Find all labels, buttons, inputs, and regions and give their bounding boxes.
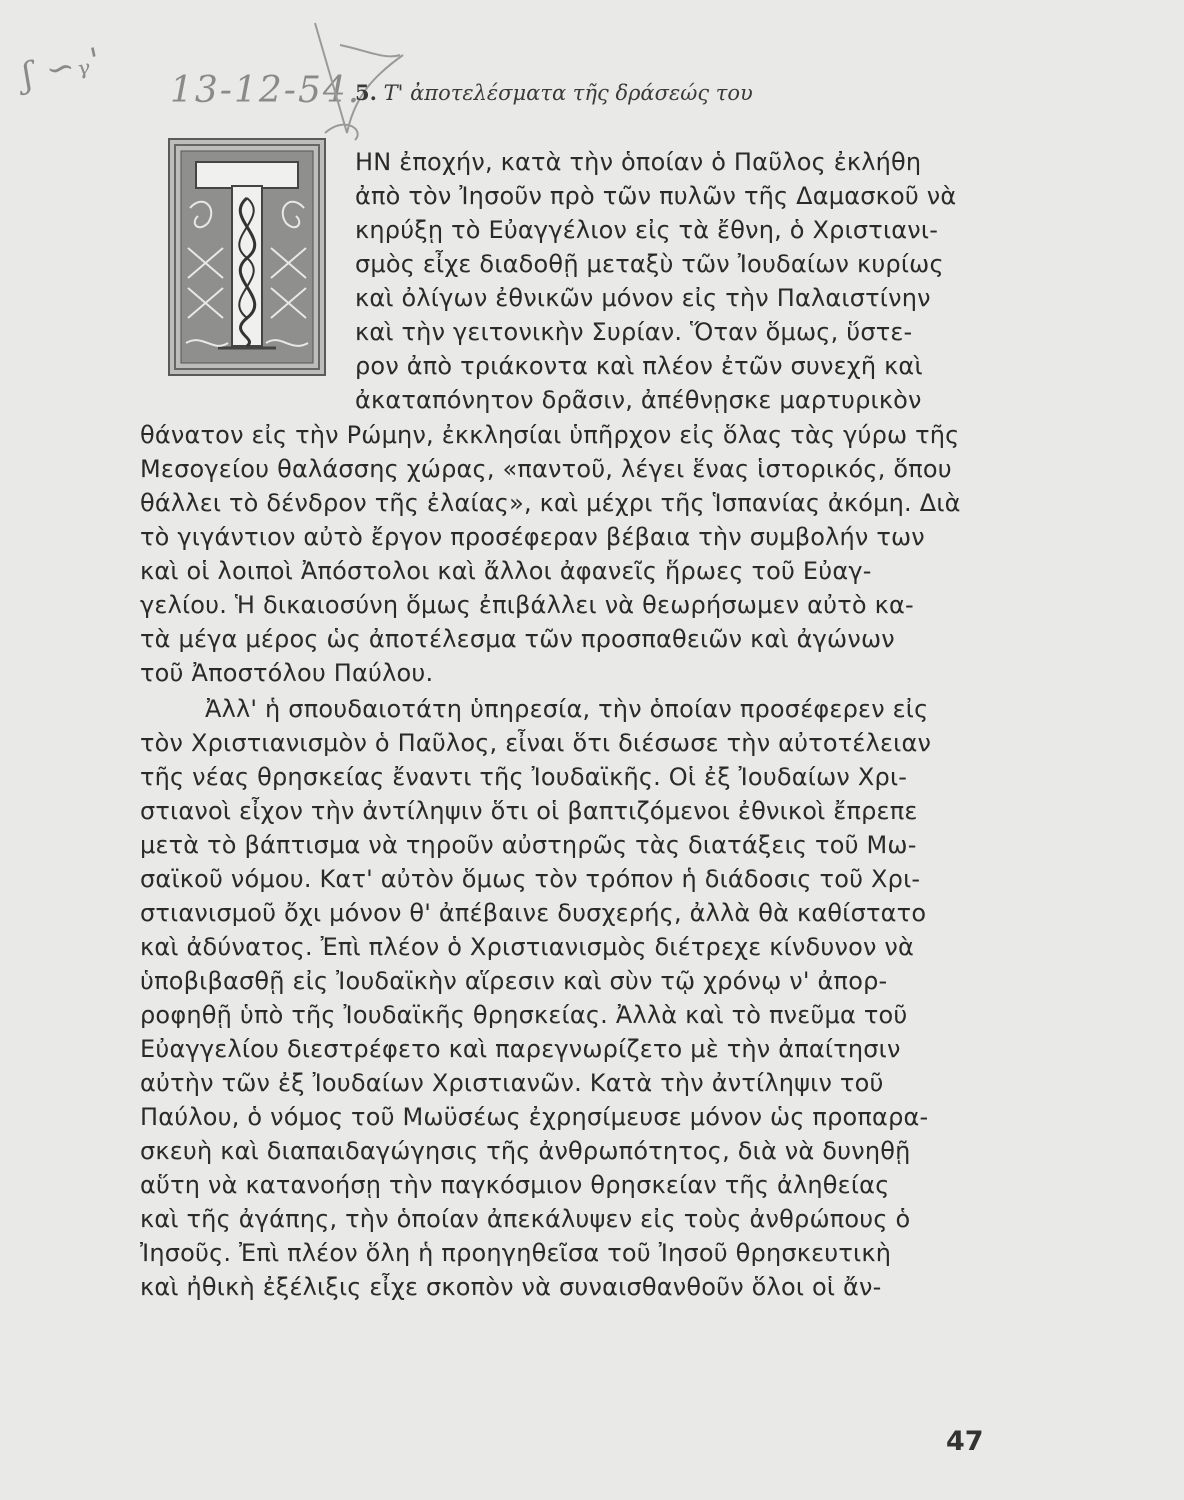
section-heading <box>355 80 753 105</box>
body-line: ρον ἀπὸ τριάκοντα καὶ πλέον ἐτῶν συνεχῆ καὶ <box>355 352 923 380</box>
body-line: Ἀλλ' ἡ σπουδαιοτάτη ὑπηρεσία, τὴν ὁποίαν προσέφερεν εἰς <box>205 695 929 723</box>
body-line: καὶ ἠθικὴ ἐξέλιξις εἶχε σκοπὸν νὰ συναισθανθοῦν ὅλοι οἱ ἄν- <box>140 1273 882 1301</box>
body-line: καὶ τῆς ἀγάπης, τὴν ὁποίαν ἀπεκάλυψεν εἰς τοὺς ἀνθρώπους ὁ <box>140 1205 911 1233</box>
body-line: κηρύξῃ τὸ Εὐαγγέλιον εἰς τὰ ἔθνη, ὁ Χριστιανι- <box>355 216 939 244</box>
body-line: Μεσογείου θαλάσσης χώρας, «παντοῦ, λέγει ἕνας ἱστορικός, ὅπου <box>140 455 952 483</box>
section-number: 5. <box>355 80 377 105</box>
section-title: Τ' ἀποτελέσματα τῆς δράσεώς του <box>383 81 753 105</box>
page-number: 47 <box>946 1426 984 1457</box>
body-line: ἀκαταπόνητον δρᾶσιν, ἀπέθνῃσκε μαρτυρικὸν <box>355 386 922 414</box>
ornate-initial-T-icon <box>168 138 326 376</box>
body-line: ροφηθῇ ὑπὸ τῆς Ἰουδαϊκῆς θρησκείας. Ἀλλὰ καὶ τὸ πνεῦμα τοῦ <box>140 1001 908 1029</box>
body-line: καὶ τὴν γειτονικὴν Συρίαν. Ὅταν ὅμως, ὕστε- <box>355 318 913 346</box>
body-line: ἀπὸ τὸν Ἰησοῦν πρὸ τῶν πυλῶν τῆς Δαμασκοῦ νὰ <box>355 182 957 210</box>
handwritten-note-left: ʃ ∽ᵧ' <box>18 40 106 96</box>
body-line: στιανισμοῦ ὄχι μόνον θ' ἀπέβαινε δυσχερής, ἀλλὰ θὰ καθίστατο <box>140 899 927 927</box>
body-line: σκευὴ καὶ διαπαιδαγώγησις τῆς ἀνθρωπότητος, διὰ νὰ δυνηθῇ <box>140 1137 911 1165</box>
body-line: σμὸς εἶχε διαδοθῇ μεταξὺ τῶν Ἰουδαίων κυρίως <box>355 250 944 278</box>
body-line: αὕτη νὰ κατανοήσῃ τὴν παγκόσμιον θρησκείαν τῆς ἀληθείας <box>140 1171 890 1199</box>
body-line: θάλλει τὸ δένδρον τῆς ἐλαίας», καὶ μέχρι τῆς Ἱσπανίας ἀκόμη. Διὰ <box>140 489 961 517</box>
body-line: τὸ γιγάντιον αὐτὸ ἔργον προσέφεραν βέβαια τὴν συμβολήν των <box>140 523 925 551</box>
body-line: αὐτὴν τῶν ἐξ Ἰουδαίων Χριστιανῶν. Κατὰ τὴν ἀντίληψιν τοῦ <box>140 1069 884 1097</box>
body-line: γελίου. Ἡ δικαιοσύνη ὅμως ἐπιβάλλει νὰ θεωρήσωμεν αὐτὸ κα- <box>140 591 914 619</box>
body-line: τὸν Χριστιανισμὸν ὁ Παῦλος, εἶναι ὅτι διέσωσε τὴν αὐτοτέλειαν <box>140 729 932 757</box>
body-line: Ἰησοῦς. Ἐπὶ πλέον ὅλη ἡ προηγηθεῖσα τοῦ Ἰησοῦ θρησκευτικὴ <box>140 1239 892 1267</box>
body-line: καὶ ἀδύνατος. Ἐπὶ πλέον ὁ Χριστιανισμὸς διέτρεχε κίνδυνον νὰ <box>140 933 915 961</box>
body-line: μετὰ τὸ βάπτισμα νὰ τηροῦν αὐστηρῶς τὰς διατάξεις τοῦ Μω- <box>140 831 917 859</box>
body-line: Εὐαγγελίου διεστρέφετο καὶ παρεγνωρίζετο μὲ τὴν ἀπαίτησιν <box>140 1035 901 1063</box>
body-line: τὰ μέγα μέρος ὡς ἀποτέλεσμα τῶν προσπαθειῶν καὶ ἀγώνων <box>140 625 895 653</box>
body-line: τῆς νέας θρησκείας ἔναντι τῆς Ἰουδαϊκῆς. Οἱ ἐξ Ἰουδαίων Χρι- <box>140 763 908 791</box>
body-line: θάνατον εἰς τὴν Ρώμην, ἐκκλησίαι ὑπῆρχον εἰς ὅλας τὰς γύρω τῆς <box>140 421 960 449</box>
handwritten-date: 13-12-54. <box>170 70 362 111</box>
body-line: τοῦ Ἀποστόλου Παύλου. <box>140 659 434 687</box>
body-line: ΗΝ ἐποχήν, κατὰ τὴν ὁποίαν ὁ Παῦλος ἐκλήθη <box>355 148 922 176</box>
body-line: καὶ ὀλίγων ἐθνικῶν μόνον εἰς τὴν Παλαιστίνην <box>355 284 931 312</box>
body-line: καὶ οἱ λοιποὶ Ἀπόστολοι καὶ ἄλλοι ἀφανεῖς ἥρωες τοῦ Εὐαγ- <box>140 557 872 585</box>
body-line: στιανοὶ εἶχον τὴν ἀντίληψιν ὅτι οἱ βαπτιζόμενοι ἐθνικοὶ ἔπρεπε <box>140 797 918 825</box>
body-line: ὑποβιβασθῇ εἰς Ἰουδαϊκὴν αἵρεσιν καὶ σὺν τῷ χρόνῳ ν' ἀπορ- <box>140 967 888 995</box>
body-line: σαϊκοῦ νόμου. Κατ' αὐτὸν ὅμως τὸν τρόπον ἡ διάδοσις τοῦ Χρι- <box>140 865 921 893</box>
body-line: Παύλου, ὁ νόμος τοῦ Μωϋσέως ἐχρησίμευσε μόνον ὡς προπαρα- <box>140 1103 929 1131</box>
